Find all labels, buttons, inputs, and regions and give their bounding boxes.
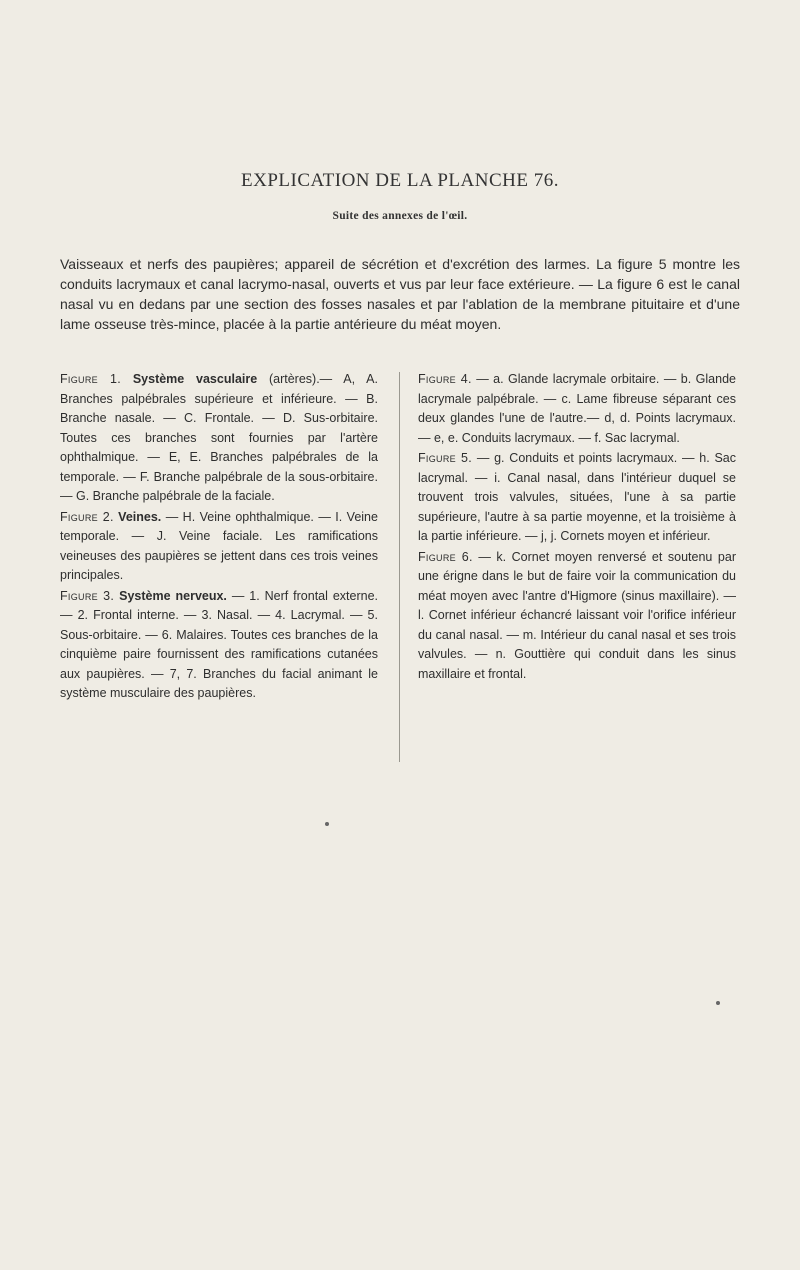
figure-4-entry	[418, 370, 736, 448]
figure-3-text: — 1. Nerf frontal externe.— 2. Frontal interne. — 3. Nasal. — 4. Lacrymal. — 5. Sous-orbitaire. — 6. Malaires. Toutes ces branches de la cinquième paire fournissent des ramifications cutanées aux paupières. — 7, 7. Branches du facial animant le système musculaire des paupières.	[60, 588, 378, 700]
figure-3-label: Figure 3.	[60, 588, 115, 603]
figure-1-label: Figure 1.	[60, 372, 122, 386]
figure-5-entry	[418, 449, 736, 547]
figure-3-entry	[60, 587, 378, 704]
figure-4-label: Figure 4.	[418, 372, 472, 386]
figure-5-label: Figure 5.	[418, 451, 473, 465]
figure-5-text: — g. Conduits et points lacrymaux. — h. Sac lacrymal. — i. Canal nasal, dans l'intérieur duquel se trouvent trois valvules, situées, l'une à sa partie supérieure, l'autre à sa partie moyenne, et la troisième à la partie inférieure. — j, j. Cornets moyen et inférieur.	[418, 451, 736, 543]
ink-speck	[325, 822, 329, 826]
figure-1-entry	[60, 370, 378, 507]
figure-4-text: — a. Glande lacrymale orbitaire. — b. Glande lacrymale palpébrale. — c. Lame fibreuse séparant ces deux glandes l'une de l'autre.— d, d. Points lacrymaux. — e, e. Conduits lacrymaux. — f. Sac lacrymal.	[418, 372, 736, 445]
figure-2-entry	[60, 508, 378, 586]
right-column	[418, 370, 736, 685]
figure-2-label: Figure 2.	[60, 509, 114, 524]
figure-2-system: Veines.	[118, 509, 162, 524]
ink-speck	[716, 1001, 720, 1005]
page-subtitle: Suite des annexes de l'œil.	[332, 210, 468, 222]
figure-6-text: — k. Cornet moyen renversé et soutenu par une érigne dans le but de faire voir la communication du méat moyen avec l'antre d'Higmore (sinus maxillaire). — l. Cornet inférieur échancré laissant voir l'orifice inférieur du canal nasal. — m. Intérieur du canal nasal et ses trois valvules. — n. Gouttière qui conduit dans les sinus maxillaire et frontal.	[418, 549, 736, 681]
figure-6-entry	[418, 548, 736, 685]
figure-2-text: — H. Veine ophthalmique. — I. Veine temporale. — J. Veine faciale. Les ramifications veineuses des paupières se jettent dans ces trois veines principales.	[60, 509, 378, 582]
intro-paragraph: Vaisseaux et nerfs des paupières; appareil de sécrétion et d'excrétion des larmes. La figure 5 montre les conduits lacrymaux et canal lacrymo-nasal, ouverts et vus par leur face extérieure. — La figure 6 est le canal nasal vu en dedans par une section des fosses nasales et par l'ablation de la membrane pituitaire et d'une lame osseuse très-mince, placée à la partie antérieure du méat moyen.	[60, 256, 740, 332]
figure-1-system: Système vasculaire	[132, 372, 258, 386]
figure-3-system: Système nerveux.	[119, 588, 227, 603]
page-title: EXPLICATION DE LA PLANCHE 76.	[241, 170, 559, 191]
left-column	[60, 370, 378, 705]
column-divider	[399, 372, 400, 762]
figure-6-label: Figure 6.	[418, 549, 473, 564]
figure-1-text: (artères).— A, A. Branches palpébrales supérieure et inférieure. — B. Branche nasale. — C. Frontale. — D. Sus-orbitaire. Toutes ces branches sont fournies par l'artère ophthalmique. — E, E. Branches palpébrales de la temporale. — F. Branche palpébrale de la sous-orbitaire. — G. Branche palpébrale de la faciale.	[60, 372, 378, 503]
